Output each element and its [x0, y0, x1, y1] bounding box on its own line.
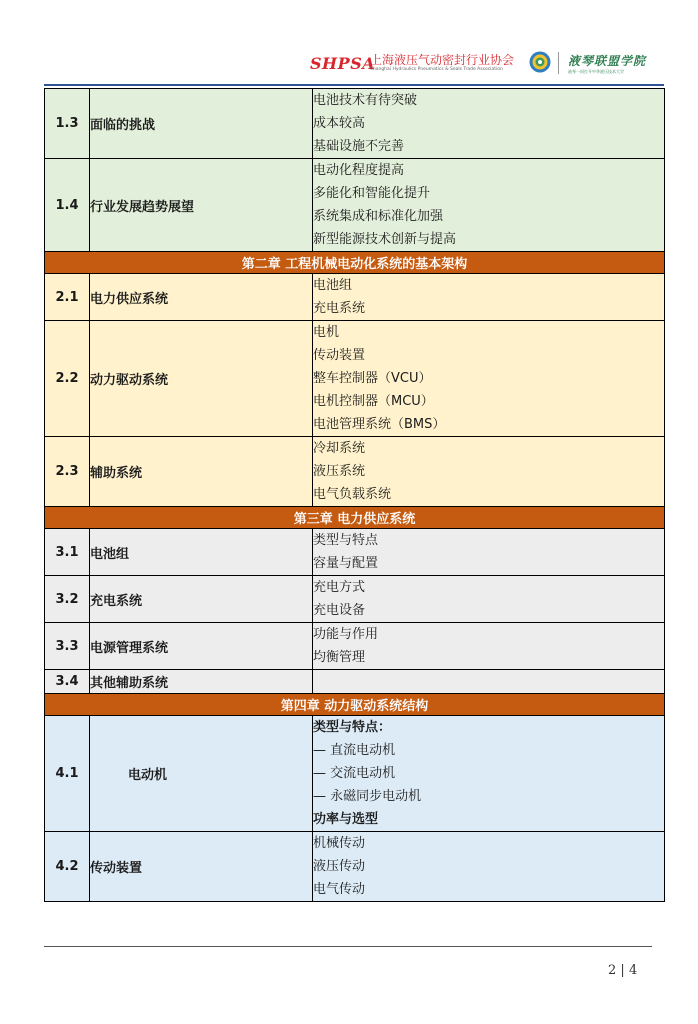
section-items — [313, 576, 665, 623]
section-title: 电动机 — [90, 716, 313, 832]
chapter-title: 第四章 动力驱动系统结构 — [45, 694, 665, 716]
toc-item: 电气传动 — [313, 882, 366, 897]
toc-table — [44, 88, 665, 902]
toc-row — [45, 437, 665, 507]
chapter-title: 第三章 电力供应系统 — [45, 507, 665, 529]
academy-emblem-icon — [529, 51, 551, 73]
section-title: 其他辅助系统 — [90, 670, 313, 694]
toc-row — [45, 321, 665, 437]
empty-item — [313, 670, 664, 693]
toc-item: 基础设施不完善 — [313, 139, 405, 154]
toc-item: 类型与特点 — [313, 533, 379, 548]
section-title: 传动装置 — [90, 832, 313, 902]
chapter-heading — [45, 252, 665, 274]
section-number: 2.1 — [45, 274, 90, 321]
section-items — [313, 529, 665, 576]
toc-row — [45, 159, 665, 252]
toc-item: 充电方式 — [313, 580, 366, 595]
toc-item: 冷却系统 — [313, 441, 366, 456]
toc-item: 充电系统 — [313, 301, 366, 316]
toc-item: 电池技术有待突破 — [313, 93, 418, 108]
toc-item: 新型能源技术创新与提高 — [313, 232, 457, 247]
toc-item: 功能与作用 — [313, 627, 379, 642]
toc-item: 充电设备 — [313, 603, 366, 618]
toc-item: 整车控制器（VCU） — [313, 371, 432, 386]
toc-item: 液压系统 — [313, 464, 366, 479]
toc-item: 电机控制器（MCU） — [313, 394, 434, 409]
section-number: 3.2 — [45, 576, 90, 623]
section-title: 电池组 — [90, 529, 313, 576]
section-title: 充电系统 — [90, 576, 313, 623]
header-rule — [44, 84, 664, 86]
toc-item: — 永磁同步电动机 — [313, 789, 422, 804]
section-items — [313, 89, 665, 159]
section-title: 辅助系统 — [90, 437, 313, 507]
page-number: 2 | 4 — [608, 963, 638, 978]
section-number: 4.2 — [45, 832, 90, 902]
section-items — [313, 670, 665, 694]
toc-item: 电动化程度提高 — [313, 163, 405, 178]
toc-subheading: 类型与特点： — [313, 720, 392, 735]
toc-item: 电气负载系统 — [313, 487, 392, 502]
toc-item: 机械传动 — [313, 836, 366, 851]
page-header — [300, 44, 660, 84]
section-title: 行业发展趋势展望 — [90, 159, 313, 252]
section-items — [313, 159, 665, 252]
logo-separator — [558, 52, 559, 74]
section-title: 面临的挑战 — [90, 89, 313, 159]
toc-item: — 交流电动机 — [313, 766, 396, 781]
toc-item: 容量与配置 — [313, 556, 379, 571]
toc-item: 传动装置 — [313, 348, 366, 363]
chapter-heading — [45, 694, 665, 716]
toc-row — [45, 832, 665, 902]
shpsa-logo: SHPSA — [310, 54, 376, 73]
toc-item: 均衡管理 — [313, 650, 366, 665]
section-items — [313, 274, 665, 321]
section-items — [313, 832, 665, 902]
current-page: 2 — [608, 963, 617, 978]
section-number: 4.1 — [45, 716, 90, 832]
org-name-en: Shanghai Hydraulics Pneumatics & Seals Trade Association — [370, 67, 503, 72]
section-number: 3.3 — [45, 623, 90, 670]
toc-item: 多能化和智能化提升 — [313, 186, 431, 201]
section-number: 3.1 — [45, 529, 90, 576]
section-number: 1.4 — [45, 159, 90, 252]
toc-item: — 直流电动机 — [313, 743, 396, 758]
section-title: 动力驱动系统 — [90, 321, 313, 437]
section-number: 2.3 — [45, 437, 90, 507]
toc-row — [45, 623, 665, 670]
section-items — [313, 437, 665, 507]
toc-row — [45, 529, 665, 576]
chapter-heading — [45, 507, 665, 529]
toc-item: 电池组 — [313, 278, 353, 293]
toc-row — [45, 716, 665, 832]
toc-row — [45, 89, 665, 159]
footer-rule — [44, 946, 652, 947]
toc-item: 液压传动 — [313, 859, 366, 874]
toc-item: 系统集成和标准化加强 — [313, 209, 444, 224]
academy-name: 液琴联盟学院 — [568, 54, 647, 68]
section-title: 电力供应系统 — [90, 274, 313, 321]
section-number: 2.2 — [45, 321, 90, 437]
chapter-title: 第二章 工程机械电动化系统的基本架构 — [45, 252, 665, 274]
toc-row — [45, 274, 665, 321]
section-items — [313, 716, 665, 832]
total-pages: 4 — [628, 963, 638, 978]
section-items — [313, 623, 665, 670]
section-items — [313, 321, 665, 437]
toc-item: 成本较高 — [313, 116, 366, 131]
toc-item: 电机 — [313, 325, 340, 340]
section-number: 1.3 — [45, 89, 90, 159]
section-title: 电源管理系统 — [90, 623, 313, 670]
org-name: 上海液压气动密封行业协会 — [370, 53, 515, 67]
academy-subtitle: 液琴一同打开中华液压技术大学 — [568, 69, 624, 74]
section-number: 3.4 — [45, 670, 90, 694]
toc-subheading: 功率与选型 — [313, 812, 379, 827]
toc-row — [45, 670, 665, 694]
toc-row — [45, 576, 665, 623]
toc-item: 电池管理系统（BMS） — [313, 417, 446, 432]
